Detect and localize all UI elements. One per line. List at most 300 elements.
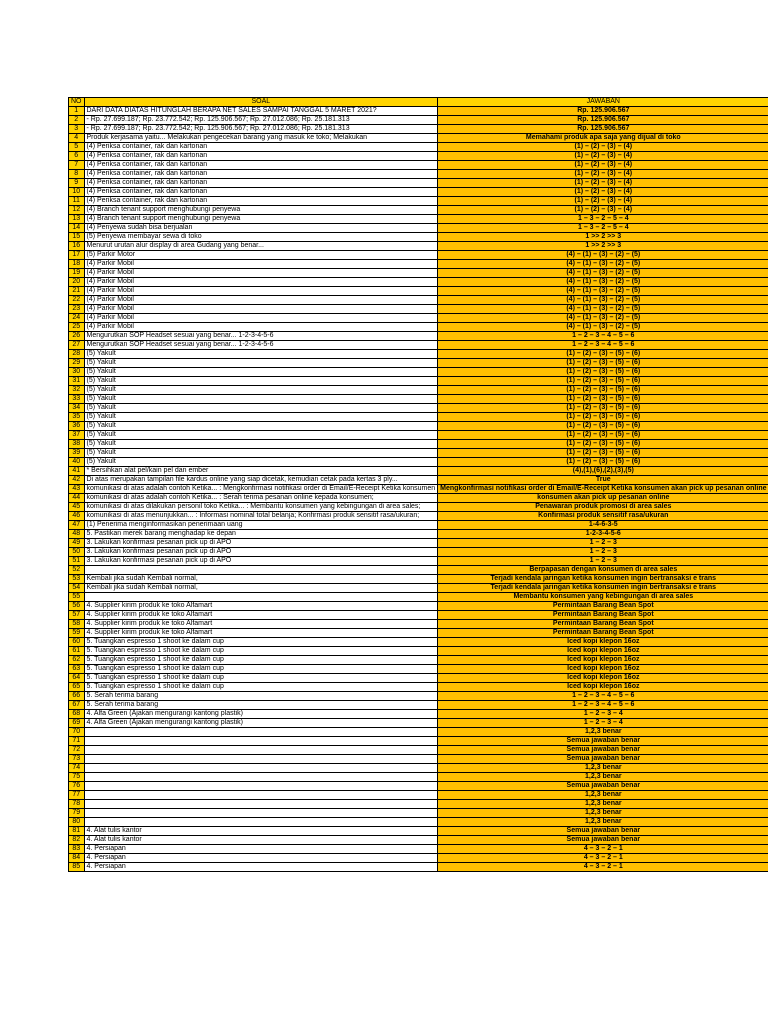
question-cell: 5. Tuangkan espresso 1 shoot ke dalam cup xyxy=(84,638,438,647)
question-cell xyxy=(84,800,438,809)
question-cell xyxy=(84,728,438,737)
table-row xyxy=(69,818,768,827)
row-number: 57 xyxy=(69,611,85,620)
table-row xyxy=(69,260,768,269)
question-cell: 4. Alat tulis kantor xyxy=(84,836,438,845)
row-number: 51 xyxy=(69,557,85,566)
row-number: 18 xyxy=(69,260,85,269)
question-cell: komunikasi di atas dilakukan personil toko Ketika... : Membantu konsumen yang kebingungan di area sales; xyxy=(84,503,438,512)
answer-cell: 1,2,3 benar xyxy=(438,764,768,773)
answer-cell: Permintaan Barang Bean Spot xyxy=(438,602,768,611)
table-row xyxy=(69,323,768,332)
table-row xyxy=(69,125,768,134)
row-number: 1 xyxy=(69,107,85,116)
row-number: 67 xyxy=(69,701,85,710)
question-cell: (4) Parkir Mobil xyxy=(84,323,438,332)
question-cell: 5. Tuangkan espresso 1 shoot ke dalam cup xyxy=(84,656,438,665)
answer-cell: 4 – 3 – 2 – 1 xyxy=(438,845,768,854)
row-number: 30 xyxy=(69,368,85,377)
row-number: 20 xyxy=(69,278,85,287)
answer-cell: True xyxy=(438,476,768,485)
answer-cell: Terjadi kendala jaringan ketika konsumen ingin bertransaksi e trans xyxy=(438,584,768,593)
answer-cell: (4) – (1) – (3) – (2) – (5) xyxy=(438,287,768,296)
answer-cell: Rp. 125.906.567 xyxy=(438,125,768,134)
answer-cell: Semua jawaban benar xyxy=(438,836,768,845)
row-number: 36 xyxy=(69,422,85,431)
question-cell: Menurut urutan alur display di area Gudang yang benar... xyxy=(84,242,438,251)
table-row xyxy=(69,197,768,206)
answer-cell: 1-2-3-4-5-6 xyxy=(438,530,768,539)
table-row xyxy=(69,764,768,773)
question-cell: (4) Parkir Mobil xyxy=(84,296,438,305)
row-number: 5 xyxy=(69,143,85,152)
table-row xyxy=(69,152,768,161)
row-number: 68 xyxy=(69,710,85,719)
answer-cell: Memahami produk apa saja yang dijual di toko xyxy=(438,134,768,143)
question-cell: 5. Serah terima barang xyxy=(84,701,438,710)
answer-cell: 1 – 2 – 3 – 4 – 5 – 6 xyxy=(438,701,768,710)
answer-cell: 1,2,3 benar xyxy=(438,809,768,818)
row-number: 7 xyxy=(69,161,85,170)
row-number: 75 xyxy=(69,773,85,782)
table-row xyxy=(69,746,768,755)
question-cell xyxy=(84,809,438,818)
question-cell: 4. Supplier kirim produk ke toko Alfamart xyxy=(84,629,438,638)
question-cell: 3. Lakukan konfirmasi pesanan pick up di APO xyxy=(84,557,438,566)
answer-cell: Iced kopi klepon 16oz xyxy=(438,638,768,647)
answer-cell: Iced kopi klepon 16oz xyxy=(438,683,768,692)
row-number: 74 xyxy=(69,764,85,773)
row-number: 85 xyxy=(69,863,85,872)
table-row xyxy=(69,170,768,179)
table-row xyxy=(69,647,768,656)
table-row xyxy=(69,845,768,854)
answer-cell: (1) – (2) – (3) – (4) xyxy=(438,197,768,206)
row-number: 55 xyxy=(69,593,85,602)
table-row xyxy=(69,476,768,485)
header-soal: SOAL xyxy=(84,98,438,107)
table-row xyxy=(69,422,768,431)
row-number: 42 xyxy=(69,476,85,485)
question-cell: 5. Tuangkan espresso 1 shoot ke dalam cup xyxy=(84,674,438,683)
answer-cell: 1 – 2 – 3 – 4 – 5 – 6 xyxy=(438,341,768,350)
answer-cell: 1 – 2 – 3 xyxy=(438,548,768,557)
table-row xyxy=(69,188,768,197)
table-row xyxy=(69,521,768,530)
row-number: 81 xyxy=(69,827,85,836)
row-number: 39 xyxy=(69,449,85,458)
question-cell: 4. Supplier kirim produk ke toko Alfamart xyxy=(84,611,438,620)
answer-cell: 1,2,3 benar xyxy=(438,800,768,809)
question-cell: Mengurutkan SOP Headset sesuai yang benar... 1-2-3-4-5-6 xyxy=(84,341,438,350)
table-row xyxy=(69,314,768,323)
answer-cell: (1) – (2) – (3) – (5) – (6) xyxy=(438,359,768,368)
table-row xyxy=(69,458,768,467)
table-row xyxy=(69,710,768,719)
question-cell: 5. Pastikan merek barang menghadap ke depan xyxy=(84,530,438,539)
row-number: 47 xyxy=(69,521,85,530)
table-row xyxy=(69,557,768,566)
answer-cell: Semua jawaban benar xyxy=(438,782,768,791)
question-cell: (1) Penerima menginformasikan penerimaan uang xyxy=(84,521,438,530)
question-cell: komunikasi di atas menunjukkan... : Informasi nominal total belanja; Konfirmasi produk sensitif rasa/ukuran; xyxy=(84,512,438,521)
answer-cell: Semua jawaban benar xyxy=(438,737,768,746)
answer-cell: 4 – 3 – 2 – 1 xyxy=(438,854,768,863)
row-number: 3 xyxy=(69,125,85,134)
table-row xyxy=(69,134,768,143)
table-row xyxy=(69,413,768,422)
row-number: 32 xyxy=(69,386,85,395)
header-row xyxy=(69,98,768,107)
answer-cell: (4) – (1) – (3) – (2) – (5) xyxy=(438,314,768,323)
answer-cell: (4) – (1) – (3) – (2) – (5) xyxy=(438,305,768,314)
answer-cell: Terjadi kendala jaringan ketika konsumen ingin bertransaksi e trans xyxy=(438,575,768,584)
answer-cell: 1 – 2 – 3 – 4 – 5 – 6 xyxy=(438,692,768,701)
answer-cell: (4) – (1) – (3) – (2) – (5) xyxy=(438,251,768,260)
question-cell: (4) Branch tenant support menghubungi penyewa xyxy=(84,215,438,224)
answer-cell: konsumen akan pick up pesanan online xyxy=(438,494,768,503)
row-number: 61 xyxy=(69,647,85,656)
answer-cell: Semua jawaban benar xyxy=(438,755,768,764)
question-cell: 4. Alfa Green (Ajakan mengurangi kantong plastik) xyxy=(84,710,438,719)
question-cell: 4. Supplier kirim produk ke toko Alfamart xyxy=(84,602,438,611)
row-number: 73 xyxy=(69,755,85,764)
row-number: 49 xyxy=(69,539,85,548)
answer-cell: 1 – 3 – 2 – 5 – 4 xyxy=(438,215,768,224)
question-cell: (5) Yakult xyxy=(84,359,438,368)
table-row xyxy=(69,827,768,836)
answer-cell: (1) – (2) – (3) – (5) – (6) xyxy=(438,395,768,404)
row-number: 11 xyxy=(69,197,85,206)
table-row xyxy=(69,161,768,170)
row-number: 46 xyxy=(69,512,85,521)
table-row xyxy=(69,665,768,674)
table-row xyxy=(69,386,768,395)
answer-cell: (1) – (2) – (3) – (5) – (6) xyxy=(438,350,768,359)
question-cell xyxy=(84,737,438,746)
table-row xyxy=(69,782,768,791)
question-cell: (4) Parkir Mobil xyxy=(84,278,438,287)
row-number: 66 xyxy=(69,692,85,701)
table-row xyxy=(69,377,768,386)
answer-cell: (1) – (2) – (3) – (4) xyxy=(438,188,768,197)
question-cell: (4) Periksa container, rak dan kartonan xyxy=(84,152,438,161)
row-number: 10 xyxy=(69,188,85,197)
table-row xyxy=(69,638,768,647)
answer-cell: Semua jawaban benar xyxy=(438,827,768,836)
table-row xyxy=(69,206,768,215)
question-cell: 5. Tuangkan espresso 1 shoot ke dalam cup xyxy=(84,683,438,692)
row-number: 4 xyxy=(69,134,85,143)
question-cell: 3. Lakukan konfirmasi pesanan pick up di APO xyxy=(84,539,438,548)
row-number: 35 xyxy=(69,413,85,422)
question-cell xyxy=(84,773,438,782)
table-row xyxy=(69,143,768,152)
answer-cell: (4) – (1) – (3) – (2) – (5) xyxy=(438,296,768,305)
table-row xyxy=(69,278,768,287)
row-number: 29 xyxy=(69,359,85,368)
row-number: 12 xyxy=(69,206,85,215)
answer-cell: Semua jawaban benar xyxy=(438,746,768,755)
table-row xyxy=(69,233,768,242)
answer-cell: 4 – 3 – 2 – 1 xyxy=(438,863,768,872)
question-cell xyxy=(84,818,438,827)
answer-cell: 1 – 2 – 3 xyxy=(438,539,768,548)
row-number: 52 xyxy=(69,566,85,575)
question-cell: (4) Periksa container, rak dan kartonan xyxy=(84,161,438,170)
answer-cell: (1) – (2) – (3) – (5) – (6) xyxy=(438,368,768,377)
answer-cell: Iced kopi klepon 16oz xyxy=(438,674,768,683)
question-cell: (4) Parkir Mobil xyxy=(84,305,438,314)
table-row xyxy=(69,683,768,692)
answer-cell: 1,2,3 benar xyxy=(438,773,768,782)
table-row xyxy=(69,836,768,845)
question-cell: (5) Yakult xyxy=(84,440,438,449)
answer-cell: 1 >> 2 >> 3 xyxy=(438,233,768,242)
table-row xyxy=(69,809,768,818)
question-cell: 3. Lakukan konfirmasi pesanan pick up di APO xyxy=(84,548,438,557)
table-row xyxy=(69,305,768,314)
table-row xyxy=(69,575,768,584)
answer-cell: 1 – 2 – 3 – 4 xyxy=(438,719,768,728)
question-cell: (4) Periksa container, rak dan kartonan xyxy=(84,188,438,197)
row-number: 37 xyxy=(69,431,85,440)
answer-cell: (1) – (2) – (3) – (4) xyxy=(438,152,768,161)
question-cell: (5) Penyewa membayar sewa di toko xyxy=(84,233,438,242)
row-number: 14 xyxy=(69,224,85,233)
question-cell: 5. Tuangkan espresso 1 shoot ke dalam cup xyxy=(84,665,438,674)
table-row xyxy=(69,431,768,440)
question-cell: (5) Yakult xyxy=(84,395,438,404)
table-row xyxy=(69,773,768,782)
row-number: 22 xyxy=(69,296,85,305)
answer-cell: 1-4-6-3-5 xyxy=(438,521,768,530)
answer-cell: Permintaan Barang Bean Spot xyxy=(438,611,768,620)
answer-cell: (1) – (2) – (3) – (5) – (6) xyxy=(438,377,768,386)
question-cell: 4. Supplier kirim produk ke toko Alfamart xyxy=(84,620,438,629)
question-cell: (4) Parkir Mobil xyxy=(84,260,438,269)
row-number: 23 xyxy=(69,305,85,314)
answer-cell: 1 – 2 – 3 – 4 xyxy=(438,710,768,719)
question-cell: - Rp. 27.699.187; Rp. 23.772.542; Rp. 125.906.567; Rp. 27.012.086; Rp. 25.181.313 xyxy=(84,116,438,125)
answer-cell: Permintaan Barang Bean Spot xyxy=(438,620,768,629)
table-row xyxy=(69,530,768,539)
table-row xyxy=(69,404,768,413)
row-number: 33 xyxy=(69,395,85,404)
table-row xyxy=(69,287,768,296)
answer-cell: Rp. 125.906.567 xyxy=(438,107,768,116)
question-cell: DARI DATA DIATAS HITUNGLAH BERAPA NET SALES SAMPAI TANGGAL 5 MARET 2021? xyxy=(84,107,438,116)
table-row xyxy=(69,332,768,341)
table-row xyxy=(69,179,768,188)
table-row xyxy=(69,107,768,116)
table-row xyxy=(69,350,768,359)
answer-cell: (1) – (2) – (3) – (5) – (6) xyxy=(438,404,768,413)
row-number: 71 xyxy=(69,737,85,746)
table-row xyxy=(69,503,768,512)
question-cell: (5) Yakult xyxy=(84,431,438,440)
row-number: 54 xyxy=(69,584,85,593)
answer-cell: (1) – (2) – (3) – (5) – (6) xyxy=(438,386,768,395)
question-cell: * Bersihkan alat pel/kain pel dan ember xyxy=(84,467,438,476)
table-row xyxy=(69,602,768,611)
question-cell: (4) Periksa container, rak dan kartonan xyxy=(84,170,438,179)
table-row xyxy=(69,485,768,494)
question-cell: (5) Yakult xyxy=(84,350,438,359)
question-cell: Di atas merupakan tampilan file kardus online yang siap dicetak, kemudian cetak pada kertas 3 ply... xyxy=(84,476,438,485)
question-cell: 4. Alat tulis kantor xyxy=(84,827,438,836)
answer-cell: (1) – (2) – (3) – (4) xyxy=(438,170,768,179)
answer-cell: Rp. 125.906.567 xyxy=(438,116,768,125)
row-number: 8 xyxy=(69,170,85,179)
row-number: 25 xyxy=(69,323,85,332)
table-row xyxy=(69,629,768,638)
row-number: 82 xyxy=(69,836,85,845)
row-number: 62 xyxy=(69,656,85,665)
table-row xyxy=(69,494,768,503)
question-cell: komunikasi di atas adalah contoh Ketika... : Mengkonfirmasi notifikasi order di Email/E-Receipt Ketika konsumen xyxy=(84,485,438,494)
answer-cell: Konfirmasi produk sensitif rasa/ukuran xyxy=(438,512,768,521)
row-number: 2 xyxy=(69,116,85,125)
question-cell: komunikasi di atas adalah contoh Ketika... : Serah terima pesanan online kepada konsumen; xyxy=(84,494,438,503)
row-number: 43 xyxy=(69,485,85,494)
table-row xyxy=(69,449,768,458)
row-number: 15 xyxy=(69,233,85,242)
table-row xyxy=(69,341,768,350)
row-number: 9 xyxy=(69,179,85,188)
answer-cell: (1) – (2) – (3) – (5) – (6) xyxy=(438,440,768,449)
table-row xyxy=(69,620,768,629)
row-number: 6 xyxy=(69,152,85,161)
question-cell: Produk kerjasama yaitu... Melakukan pengecekan barang yang masuk ke toko; Melakukan xyxy=(84,134,438,143)
question-cell: (5) Yakult xyxy=(84,458,438,467)
row-number: 80 xyxy=(69,818,85,827)
row-number: 44 xyxy=(69,494,85,503)
question-cell: 4. Persiapan xyxy=(84,845,438,854)
row-number: 84 xyxy=(69,854,85,863)
table-row xyxy=(69,854,768,863)
answer-cell: (4) – (1) – (3) – (2) – (5) xyxy=(438,323,768,332)
table-row xyxy=(69,116,768,125)
question-cell: (5) Yakult xyxy=(84,413,438,422)
table-row xyxy=(69,737,768,746)
table-row xyxy=(69,593,768,602)
question-cell xyxy=(84,782,438,791)
table-row xyxy=(69,440,768,449)
row-number: 72 xyxy=(69,746,85,755)
row-number: 17 xyxy=(69,251,85,260)
question-cell: (4) Penyewa sudah bisa berjualan xyxy=(84,224,438,233)
table-row xyxy=(69,701,768,710)
row-number: 21 xyxy=(69,287,85,296)
row-number: 34 xyxy=(69,404,85,413)
table-row xyxy=(69,584,768,593)
table-row xyxy=(69,215,768,224)
row-number: 27 xyxy=(69,341,85,350)
table-row xyxy=(69,755,768,764)
row-number: 40 xyxy=(69,458,85,467)
answer-cell: 1 >> 2 >> 3 xyxy=(438,242,768,251)
question-cell xyxy=(84,755,438,764)
row-number: 60 xyxy=(69,638,85,647)
table-row xyxy=(69,791,768,800)
answer-cell: Permintaan Barang Bean Spot xyxy=(438,629,768,638)
answer-cell: Berpapasan dengan konsumen di area sales xyxy=(438,566,768,575)
answer-cell: Mengkonfirmasi notifikasi order di Email/E-Receipt Ketika konsumen akan pick up pesanan online xyxy=(438,485,768,494)
row-number: 59 xyxy=(69,629,85,638)
question-cell: (5) Yakult xyxy=(84,386,438,395)
question-cell: Mengurutkan SOP Headset sesuai yang benar... 1-2-3-4-5-6 xyxy=(84,332,438,341)
table-row xyxy=(69,251,768,260)
answer-cell: (1) – (2) – (3) – (5) – (6) xyxy=(438,413,768,422)
answer-cell: Penawaran produk promosi di area sales xyxy=(438,503,768,512)
row-number: 63 xyxy=(69,665,85,674)
table-row xyxy=(69,539,768,548)
row-number: 64 xyxy=(69,674,85,683)
answer-cell: (1) – (2) – (3) – (5) – (6) xyxy=(438,449,768,458)
table-row xyxy=(69,395,768,404)
question-cell xyxy=(84,791,438,800)
row-number: 65 xyxy=(69,683,85,692)
table-row xyxy=(69,467,768,476)
table-row xyxy=(69,728,768,737)
table-row xyxy=(69,224,768,233)
question-cell: (4) Parkir Mobil xyxy=(84,269,438,278)
answer-cell: 1,2,3 benar xyxy=(438,791,768,800)
row-number: 83 xyxy=(69,845,85,854)
table-row xyxy=(69,296,768,305)
row-number: 56 xyxy=(69,602,85,611)
answer-cell: (4) – (1) – (3) – (2) – (5) xyxy=(438,269,768,278)
question-cell: Kembali jika sudah Kembali normal, xyxy=(84,584,438,593)
header-jawaban: JAWABAN xyxy=(438,98,768,107)
row-number: 45 xyxy=(69,503,85,512)
answer-cell: (4) – (1) – (3) – (2) – (5) xyxy=(438,260,768,269)
answer-cell: (1) – (2) – (3) – (4) xyxy=(438,206,768,215)
question-cell: 4. Persiapan xyxy=(84,854,438,863)
question-cell: 5. Serah terima barang xyxy=(84,692,438,701)
row-number: 69 xyxy=(69,719,85,728)
table-row xyxy=(69,674,768,683)
answer-cell: (1) – (2) – (3) – (4) xyxy=(438,161,768,170)
answer-cell: (1) – (2) – (3) – (4) xyxy=(438,179,768,188)
table-row xyxy=(69,368,768,377)
answer-cell: 1 – 2 – 3 xyxy=(438,557,768,566)
answer-cell: (1) – (2) – (3) – (5) – (6) xyxy=(438,458,768,467)
row-number: 48 xyxy=(69,530,85,539)
answer-cell: (1) – (2) – (3) – (5) – (6) xyxy=(438,422,768,431)
question-cell: (5) Parkir Motor xyxy=(84,251,438,260)
answer-cell: Iced kopi klepon 16oz xyxy=(438,665,768,674)
question-cell: (4) Periksa container, rak dan kartonan xyxy=(84,197,438,206)
answer-cell: Iced kopi klepon 16oz xyxy=(438,656,768,665)
answer-cell: (4) – (1) – (3) – (2) – (5) xyxy=(438,278,768,287)
question-cell: Kembali jika sudah Kembali normal, xyxy=(84,575,438,584)
row-number: 38 xyxy=(69,440,85,449)
answer-cell: (1) – (2) – (3) – (4) xyxy=(438,143,768,152)
question-cell: - Rp. 27.699.187; Rp. 23.772.542; Rp. 125.906.567; Rp. 27.012.086; Rp. 25.181.313 xyxy=(84,125,438,134)
table-row xyxy=(69,863,768,872)
row-number: 26 xyxy=(69,332,85,341)
table-row xyxy=(69,692,768,701)
table-row xyxy=(69,548,768,557)
answer-cell: 1,2,3 benar xyxy=(438,728,768,737)
question-cell: 4. Alfa Green (Ajakan mengurangi kantong plastik) xyxy=(84,719,438,728)
table-row xyxy=(69,359,768,368)
question-cell: 5. Tuangkan espresso 1 shoot ke dalam cup xyxy=(84,647,438,656)
table-row xyxy=(69,566,768,575)
answer-sheet-table xyxy=(68,97,768,872)
